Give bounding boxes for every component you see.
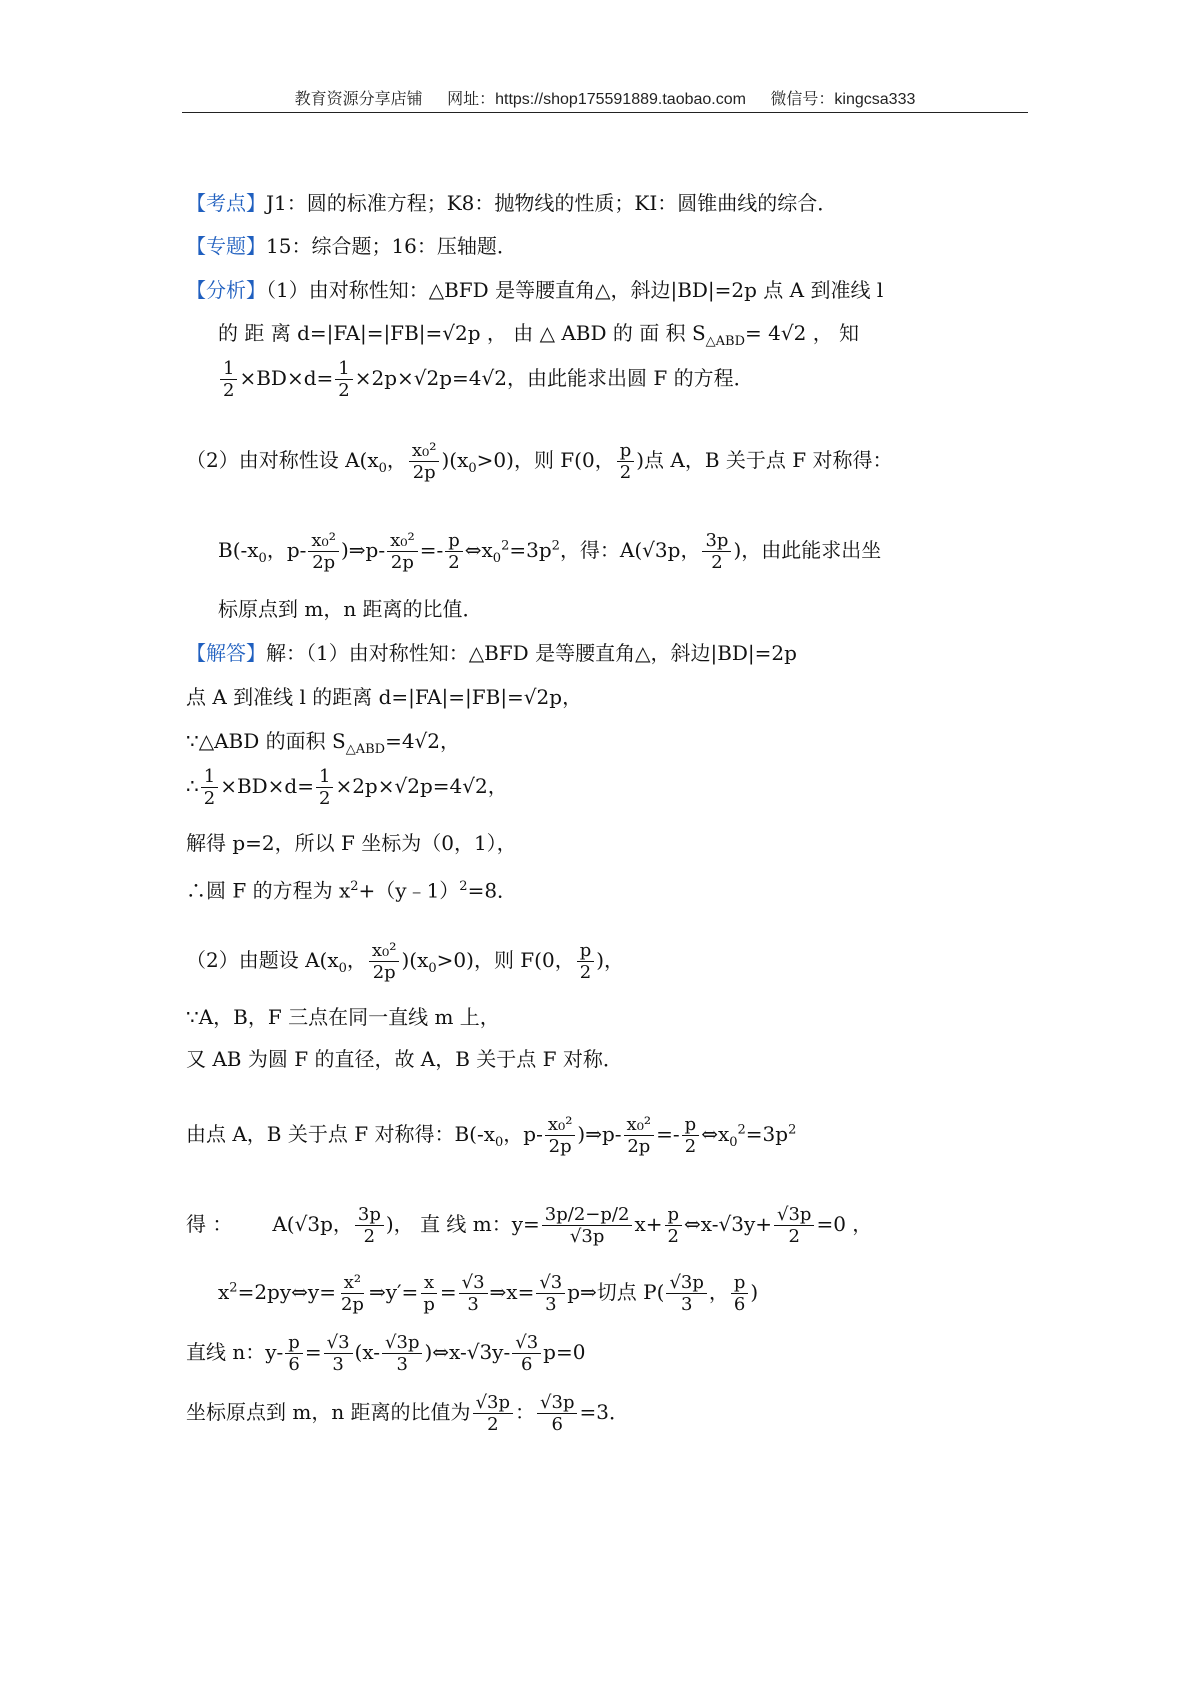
jieda-text-12c: ⇒y′=	[368, 1280, 419, 1304]
jieda-line-13	[186, 1332, 585, 1375]
frac-num: p	[731, 1272, 749, 1294]
frac-num: p	[617, 440, 635, 462]
frac-p-2	[617, 440, 635, 483]
sup-two: 2	[737, 1122, 746, 1138]
shop-name: 教育资源分享店铺	[294, 91, 423, 108]
frac-num: p	[577, 940, 595, 962]
jieda-text-12h: )	[750, 1280, 759, 1304]
jieda-text-3c: =4√2，	[385, 729, 461, 753]
fenxi-tag: 【分析】	[186, 278, 266, 302]
fenxi-text-5a: B(-x	[218, 538, 259, 562]
frac-num: x₀²	[387, 530, 418, 552]
jieda-text-12b: =2py⇔y=	[237, 1280, 336, 1304]
jieda-text-6c: =8．	[467, 878, 518, 903]
fenxi-sub-abd: △ABD	[705, 334, 746, 349]
jieda-text-11a: 得 ：	[186, 1212, 233, 1236]
fenxi-text-1: （1）由对称性知：△BFD 是等腰直角△，斜边|BD|=2p 点 A 到准线 l	[266, 278, 884, 302]
num-p: p	[600, 1204, 612, 1225]
frac-num: √3	[536, 1272, 565, 1294]
jieda-text-10d: =-	[656, 1122, 680, 1146]
frac-num: √3p	[774, 1204, 814, 1226]
sup-two: 2	[459, 879, 468, 894]
jieda-line-5	[186, 830, 517, 856]
jieda-line-7	[186, 940, 624, 983]
fenxi-line-6	[218, 596, 483, 622]
frac-num: p	[285, 1332, 303, 1354]
fenxi-text-3c: ×2p×√2p=4√2，由此能求出圆 F 的方程．	[354, 366, 754, 390]
frac-half-a	[201, 766, 218, 809]
frac-num: 3p/2−p/2	[542, 1204, 633, 1226]
frac-num: √3p	[666, 1272, 706, 1294]
frac-p-6	[285, 1332, 303, 1375]
sub-zero: 0	[492, 551, 502, 566]
frac-num: x	[421, 1272, 437, 1294]
jieda-tag: 【解答】	[186, 641, 266, 665]
jieda-text-7c: )(x	[401, 948, 429, 972]
frac-x0sq-2p	[545, 1114, 576, 1157]
frac-p-2	[445, 530, 463, 573]
frac-num: 1	[220, 358, 237, 380]
jieda-text-8: ∵A，B，F 三点在同一直线 m 上，	[186, 1005, 500, 1029]
frac-rt3-6	[512, 1332, 541, 1375]
sub-zero: 0	[378, 461, 387, 476]
jieda-text-13d: )⇔x-√3y-	[424, 1340, 511, 1364]
frac-num: 1	[316, 766, 333, 788]
frac-den: 2p	[312, 552, 336, 573]
sub-zero: 0	[468, 461, 477, 476]
jieda-text-4c: ×2p×√2p=4√2，	[335, 774, 508, 798]
jieda-text-3a: ∵△ABD 的面积 S	[186, 729, 346, 753]
frac-x2-2p	[338, 1272, 367, 1315]
fenxi-line-5	[218, 530, 881, 573]
frac-num: 3p	[355, 1204, 384, 1226]
frac-num: √3p	[537, 1392, 577, 1414]
num-2: 2	[573, 1204, 586, 1225]
frac-num: p	[682, 1114, 700, 1136]
frac-den: 2p	[627, 1136, 651, 1157]
fenxi-text-5g: ，得：A(√3p，	[559, 538, 701, 562]
jieda-text-10b: ，p-	[503, 1122, 543, 1146]
frac-rt3p-2	[774, 1204, 814, 1247]
frac-den: 2	[619, 462, 632, 483]
frac-den: 6	[733, 1294, 746, 1315]
frac-p-2	[665, 1204, 683, 1247]
jieda-text-9: 又 AB 为圆 F 的直径，故 A，B 关于点 F 对称．	[186, 1047, 623, 1071]
frac-num: x₀²	[308, 530, 339, 552]
frac-num: √3	[324, 1332, 353, 1354]
jieda-text-10e: ⇔x	[701, 1122, 730, 1146]
fenxi-text-4e: )点 A，B 关于点 F 对称得：	[636, 448, 893, 472]
zhuanti-line	[186, 233, 517, 259]
frac-num: p	[665, 1204, 683, 1226]
header-rule	[182, 112, 1028, 113]
fenxi-text-4a: （2）由对称性设 A(x	[186, 448, 379, 472]
fenxi-text-5e: ⇔x	[464, 538, 493, 562]
frac-den: 2p	[412, 462, 436, 483]
frac-den: 2	[363, 1226, 376, 1247]
fenxi-text-5f: =3p	[509, 538, 552, 562]
frac-den: 2	[448, 552, 460, 573]
frac-den: 6	[288, 1354, 300, 1375]
frac-den: 2	[487, 1414, 499, 1435]
fenxi-text-3b: ×BD×d=	[239, 366, 334, 390]
frac-num: 1	[201, 766, 218, 788]
fenxi-text-2a: 的 距 离 d=|FA|=|FB|=√2p ， 由 △ ABD 的 面 积 S	[218, 321, 706, 345]
jieda-line-10	[186, 1114, 796, 1157]
frac-x-p	[420, 1272, 438, 1315]
sub-zero: 0	[428, 961, 437, 976]
fenxi-line-4	[186, 440, 892, 483]
num-2b: 2	[618, 1204, 630, 1225]
frac-3p-2	[702, 530, 731, 573]
fenxi-text-5h: )，由此能求出坐	[733, 538, 882, 562]
fenxi-text-6: 标原点到 m，n 距离的比值．	[218, 597, 483, 621]
jieda-line-4	[186, 766, 508, 809]
wechat-id: 微信号：kingcsa333	[770, 91, 916, 108]
frac-p-6	[731, 1272, 749, 1315]
jieda-text-14c: =3．	[579, 1400, 629, 1424]
frac-x0sq-2p	[409, 440, 440, 483]
frac-rt3-3	[459, 1272, 488, 1315]
frac-den: 2p	[340, 1294, 364, 1315]
frac-den: 6	[551, 1414, 563, 1435]
jieda-text-12d: =	[439, 1280, 457, 1304]
frac-den: 3	[467, 1294, 479, 1315]
jieda-line-6	[186, 874, 517, 904]
jieda-text-1: 解：（1）由对称性知：△BFD 是等腰直角△，斜边|BD|=2p	[266, 641, 797, 665]
frac-den: 2	[579, 962, 592, 983]
jieda-text-14b: ：	[515, 1400, 536, 1424]
jieda-text-12g: ，	[708, 1280, 729, 1304]
sup-two: 2	[350, 879, 359, 894]
frac-den: 2	[338, 380, 350, 401]
fenxi-text-4d: >0)，则 F(0，	[476, 448, 615, 472]
jieda-line-11	[186, 1204, 872, 1247]
fenxi-text-5c: )⇒p-	[340, 538, 386, 562]
zhuanti-tag: 【专题】	[186, 234, 266, 258]
jieda-line-8	[186, 1004, 500, 1030]
sub-zero: 0	[338, 961, 347, 976]
sub-zero: 0	[258, 551, 267, 566]
frac-num: p	[445, 530, 463, 552]
jieda-text-4b: ×BD×d=	[220, 774, 314, 798]
sub-zero: 0	[729, 1135, 738, 1150]
frac-den: 2	[319, 788, 331, 809]
frac-rt3p-3	[382, 1332, 422, 1375]
frac-den: 2	[223, 380, 235, 401]
frac-den: 2p	[372, 962, 396, 983]
frac-rt3-3	[536, 1272, 565, 1315]
jieda-line-1	[186, 640, 797, 666]
frac-x0sq-2p	[387, 530, 418, 573]
fenxi-text-5d: =-	[419, 538, 444, 562]
sup-two: 2	[501, 538, 510, 554]
sup-two: 2	[788, 1122, 797, 1138]
frac-rt3p-3	[666, 1272, 706, 1315]
frac-num: x₀²	[545, 1114, 576, 1136]
frac-num: √3	[459, 1272, 488, 1294]
frac-den: 2p	[548, 1136, 572, 1157]
frac-rt3-3	[324, 1332, 353, 1375]
jieda-line-2	[186, 684, 582, 710]
jieda-text-7a: （2）由题设 A(x	[186, 948, 339, 972]
jieda-line-3	[186, 728, 460, 763]
frac-den: 2	[711, 552, 723, 573]
kaodian-tag: 【考点】	[186, 191, 266, 215]
frac-den: 6	[520, 1354, 533, 1375]
frac-den: 2	[788, 1226, 800, 1247]
frac-num: x²	[341, 1272, 364, 1294]
frac-den: 2p	[390, 552, 414, 573]
frac-rt3p-2	[473, 1392, 513, 1435]
jieda-text-6a: ∴圆 F 的方程为 x	[186, 878, 351, 903]
frac-num: 1	[335, 358, 352, 380]
frac-num: x₀²	[369, 940, 400, 962]
jieda-text-11f: =0 ，	[816, 1212, 873, 1236]
frac-num: √3	[512, 1332, 541, 1354]
frac-x0sq-2p	[369, 940, 400, 983]
jieda-text-10a: 由点 A，B 关于点 F 对称得：B(-x	[186, 1122, 495, 1146]
jieda-sub-abd: △ABD	[345, 742, 386, 757]
jieda-text-13b: =	[304, 1340, 322, 1364]
jieda-text-13c: (x-	[354, 1340, 381, 1364]
frac-half-b	[335, 358, 352, 401]
jieda-line-9	[186, 1046, 623, 1072]
frac-num: √3p	[382, 1332, 422, 1354]
frac-den: 3	[680, 1294, 693, 1315]
frac-den: 3	[545, 1294, 557, 1315]
frac-den: 3	[332, 1354, 344, 1375]
frac-num: √3p	[473, 1392, 513, 1414]
sup-two: 2	[551, 538, 560, 554]
jieda-text-11d: x+	[634, 1212, 663, 1236]
frac-num: x₀²	[409, 440, 440, 462]
fenxi-text-4c: )(x	[441, 448, 469, 472]
jieda-text-13e: p=0	[543, 1340, 586, 1364]
jieda-text-7d: >0)，则 F(0，	[436, 948, 575, 972]
zhuanti-text: 15：综合题；16：压轴题．	[266, 234, 517, 258]
jieda-text-4a: ∴	[186, 774, 199, 798]
fenxi-line-2	[218, 320, 859, 355]
frac-den: p	[423, 1294, 435, 1315]
frac-den: 3	[396, 1354, 408, 1375]
sup-two: 2	[229, 1280, 238, 1296]
jieda-text-2: 点 A 到准线 l 的距离 d=|FA|=|FB|=√2p，	[186, 685, 583, 709]
num-3p: 3p	[544, 1204, 568, 1225]
frac-half-a	[220, 358, 237, 401]
frac-num: 3p	[702, 530, 731, 552]
jieda-text-12f: p⇒切点 P(	[567, 1280, 665, 1304]
frac-den: 2	[203, 788, 216, 809]
frac-x0sq-2p	[308, 530, 339, 573]
jieda-line-12	[218, 1272, 758, 1315]
jieda-text-11e: ⇔x-√3y+	[684, 1212, 772, 1236]
frac-den: √3p	[569, 1226, 605, 1247]
jieda-text-12e: ⇒x=	[489, 1280, 535, 1304]
frac-3p-2	[355, 1204, 384, 1247]
jieda-text-12a: x	[218, 1280, 230, 1304]
jieda-text-7e: )，	[596, 948, 625, 972]
jieda-text-10f: =3p	[745, 1122, 789, 1146]
kaodian-line	[186, 190, 837, 216]
frac-x0sq-2p	[624, 1114, 655, 1157]
jieda-text-10c: )⇒p-	[577, 1122, 622, 1146]
comma: ，	[346, 948, 367, 972]
sub-zero: 0	[494, 1135, 504, 1150]
jieda-line-14	[186, 1392, 629, 1435]
fenxi-line-3	[218, 358, 754, 401]
frac-p-2	[577, 940, 595, 983]
kaodian-text: J1：圆的标准方程；K8：抛物线的性质；KI：圆锥曲线的综合．	[266, 191, 838, 215]
frac-den: 2	[684, 1136, 697, 1157]
fenxi-text-5b: ，p-	[266, 538, 307, 562]
jieda-text-11b: A(√3p，	[272, 1212, 353, 1236]
shop-url: 网址：https://shop175591889.taobao.com	[447, 91, 746, 108]
fenxi-text-4b: ，	[386, 448, 407, 472]
frac-half-b	[316, 766, 333, 809]
fenxi-line-1	[186, 277, 883, 303]
frac-den: 2	[667, 1226, 679, 1247]
page-header	[182, 86, 1028, 109]
fenxi-text-2c: = 4√2 ， 知	[745, 321, 860, 345]
frac-num: x₀²	[624, 1114, 655, 1136]
frac-p-2	[682, 1114, 700, 1157]
jieda-text-5: 解得 p=2，所以 F 坐标为（0，1），	[186, 831, 517, 855]
jieda-text-11c: )， 直 线 m：y=	[385, 1212, 540, 1236]
frac-slope-m	[542, 1204, 633, 1247]
jieda-text-13a: 直线 n：y-	[186, 1340, 284, 1364]
frac-rt3p-6	[537, 1392, 577, 1435]
jieda-text-6b: +（y﹣1）	[358, 878, 460, 903]
jieda-text-14a: 坐标原点到 m，n 距离的比值为	[186, 1400, 471, 1424]
